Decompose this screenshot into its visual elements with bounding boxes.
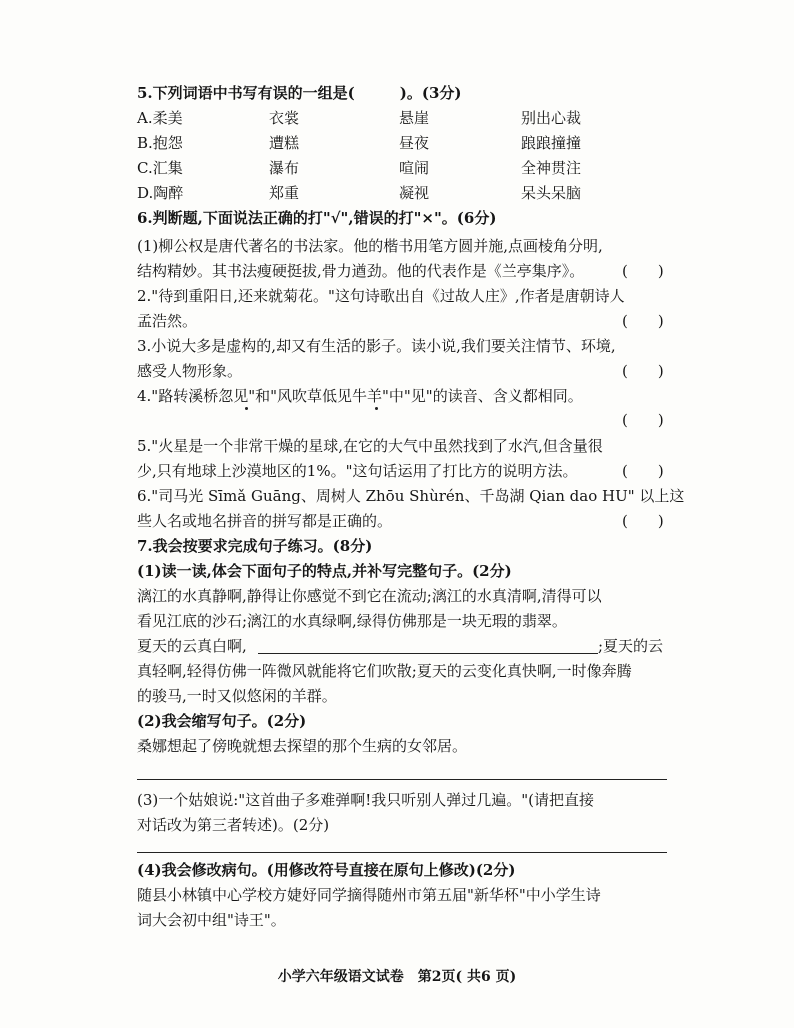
answer-paren[interactable]: ( )	[622, 512, 664, 530]
fill-in-blank[interactable]	[258, 653, 598, 654]
option-label: A.柔美	[137, 109, 183, 127]
option-word: 悬崖	[399, 109, 430, 127]
q7-part1-line3a: 夏天的云真白啊,	[137, 637, 247, 655]
q7-part1-line5: 的骏马,一时又似悠闲的羊群。	[137, 687, 337, 705]
q7-part3-line2: 对话改为第三者转述)。(2分)	[137, 816, 330, 834]
q7-part1-line1: 漓江的水真静啊,静得让你感觉不到它在流动;漓江的水真清啊,清得可以	[137, 587, 602, 605]
q7-part1-line2: 看见江底的沙石;漓江的水真绿啊,绿得仿佛那是一块无瑕的翡翠。	[137, 612, 567, 630]
answer-paren[interactable]: ( )	[622, 462, 664, 480]
option-word: 别出心裁	[521, 109, 582, 127]
q6-item-3-line1: 3.小说大多是虚构的,却又有生活的影子。读小说,我们要关注情节、环境,	[137, 337, 616, 355]
q7-part4-title: (4)我会修改病句。(用修改符号直接在原句上修改)(2分)	[137, 861, 516, 879]
q6-item-6-line2: 些人名或地名拼音的拼写都是正确的。	[137, 512, 393, 530]
q6-item-2-line1: 2."待到重阳日,还来就菊花。"这句诗歌出自《过故人庄》,作者是唐朝诗人	[137, 287, 625, 305]
emphasis-dot	[245, 407, 248, 410]
option-label: B.抱怨	[137, 134, 183, 152]
q6-item-1-line1: (1)柳公权是唐代著名的书法家。他的楷书用笔方圆并施,点画棱角分明,	[137, 237, 603, 255]
q7-part1-line4: 真轻啊,轻得仿佛一阵微风就能将它们吹散;夏天的云变化真快啊,一时像奔腾	[137, 662, 632, 680]
q7-part2-text: 桑娜想起了傍晚就想去探望的那个生病的女邻居。	[137, 737, 468, 755]
answer-line[interactable]	[137, 852, 667, 853]
q6-item-1-line2: 结构精妙。其书法瘦硬挺拔,骨力遒劲。他的代表作是《兰亭集序》。	[137, 262, 585, 280]
option-word: 昼夜	[399, 134, 430, 152]
option-word: 全神贯注	[521, 159, 582, 177]
q6-item-4-line1: 4."路转溪桥忽见"和"风吹草低见牛羊"中"见"的读音、含义都相同。	[137, 387, 583, 405]
q7-part1-line3b: ;夏天的云	[598, 637, 664, 655]
option-word: 凝视	[399, 184, 430, 202]
option-word: 衣裳	[269, 109, 300, 127]
answer-paren[interactable]: ( )	[622, 312, 664, 330]
answer-paren[interactable]: ( )	[622, 262, 664, 280]
option-label: D.陶醉	[137, 184, 184, 202]
q7-part4-line2: 词大会初中组"诗王"。	[137, 911, 286, 929]
q6-item-3-line2: 感受人物形象。	[137, 362, 243, 380]
q5-title: 5.下列词语中书写有误的一组是( )。(3分)	[137, 84, 462, 102]
answer-paren[interactable]: ( )	[622, 362, 664, 380]
answer-paren[interactable]: ( )	[622, 411, 664, 429]
emphasis-dot	[375, 407, 378, 410]
option-word: 郑重	[269, 184, 300, 202]
option-word: 遭糕	[269, 134, 300, 152]
q7-part2-title: (2)我会缩写句子。(2分)	[137, 712, 307, 730]
page-footer: 小学六年级语文试卷 第2页( 共6 页)	[277, 969, 517, 985]
option-word: 瀑布	[269, 159, 300, 177]
option-word: 呆头呆脑	[521, 184, 582, 202]
q6-item-5-line2: 少,只有地球上沙漠地区的1%。"这句话运用了打比方的说明方法。	[137, 462, 578, 480]
q7-part3-line1: (3)一个姑娘说:"这首曲子多难弹啊!我只听别人弹过几遍。"(请把直接	[137, 791, 594, 809]
answer-line[interactable]	[137, 779, 667, 780]
q7-part4-line1: 随县小林镇中心学校方婕妤同学摘得随州市第五届"新华杯"中小学生诗	[137, 886, 601, 904]
option-word: 喧闹	[399, 159, 430, 177]
option-word: 踉踉撞撞	[521, 134, 582, 152]
q6-item-5-line1: 5."火星是一个非常干燥的星球,在它的大气中虽然找到了水汽,但含量很	[137, 437, 603, 455]
q7-part1-title: (1)读一读,体会下面句子的特点,并补写完整句子。(2分)	[137, 562, 512, 580]
q7-title: 7.我会按要求完成句子练习。(8分)	[137, 537, 373, 555]
option-label: C.汇集	[137, 159, 183, 177]
q6-item-6-line1: 6."司马光 Sīmǎ Guāng、周树人 Zhōu Shùrén、千岛湖 Qian dao HU" 以上这	[137, 487, 685, 505]
q6-title: 6.判断题,下面说法正确的打"√",错误的打"×"。(6分)	[137, 209, 497, 227]
q6-item-2-line2: 孟浩然。	[137, 312, 198, 330]
